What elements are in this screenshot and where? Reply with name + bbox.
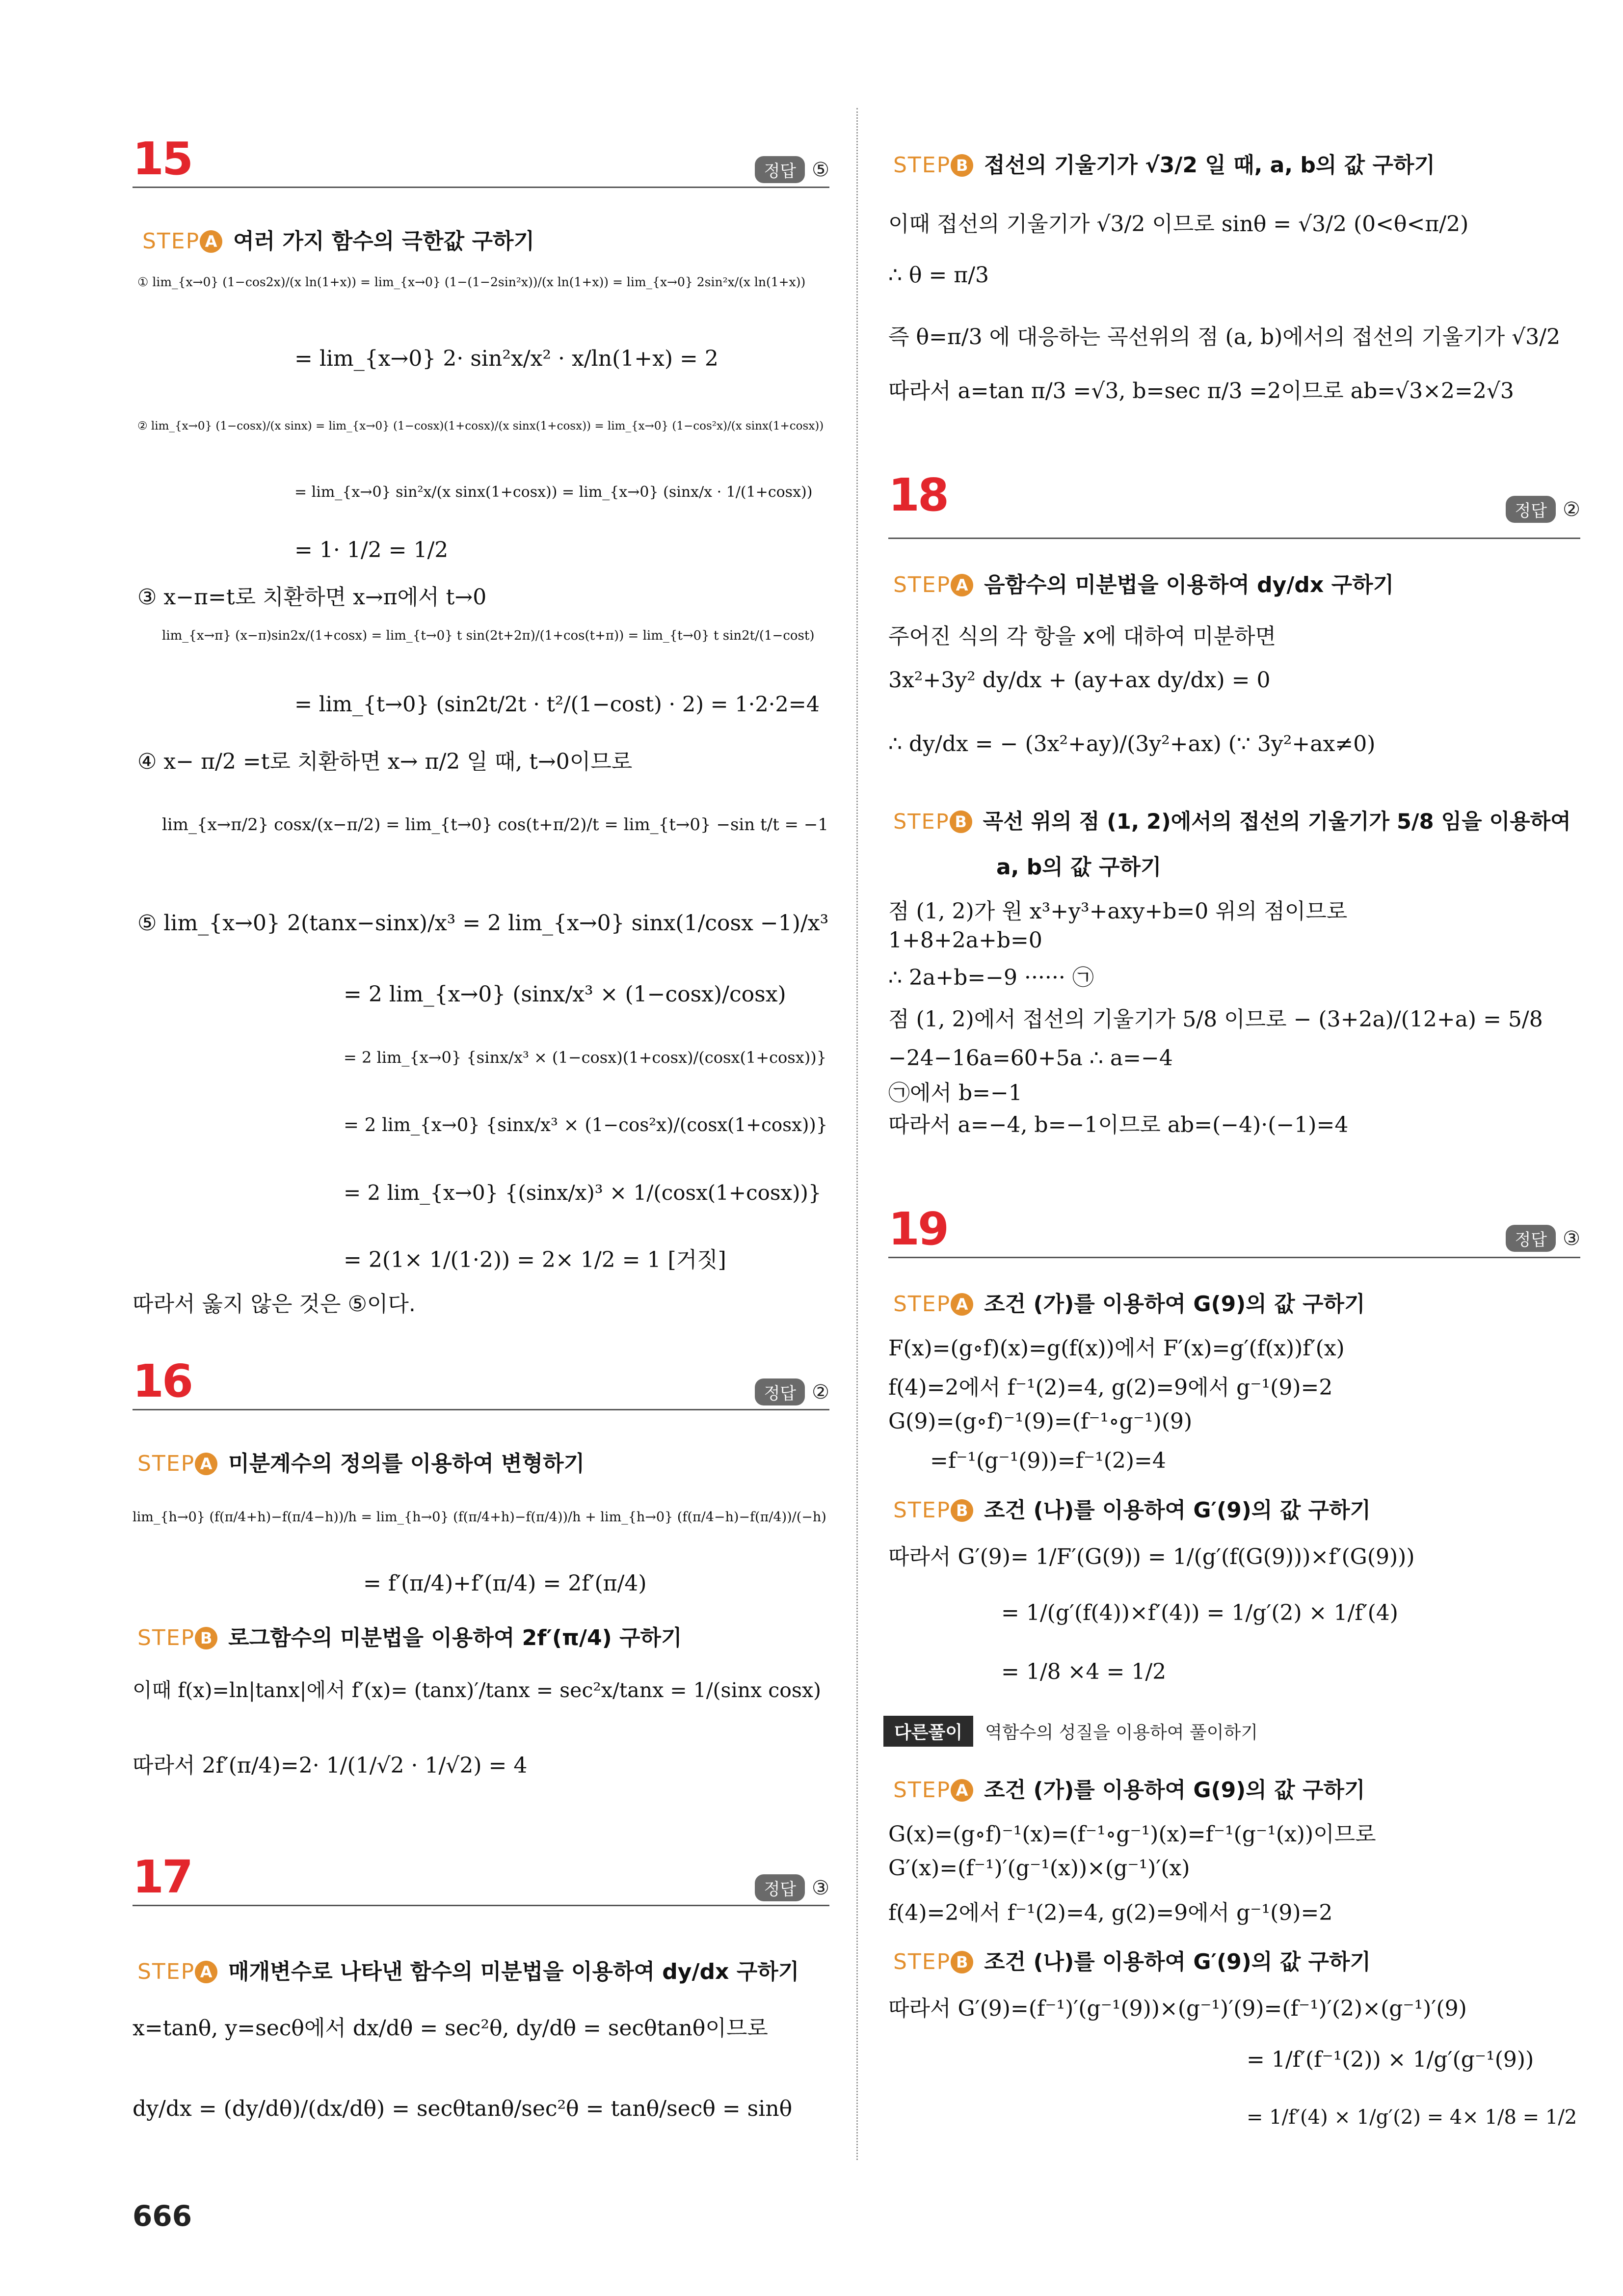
step-heading: STEP B 접선의 기울기가 √3/2 일 때, a, b의 값 구하기 bbox=[893, 153, 1436, 178]
column-divider bbox=[856, 108, 858, 2160]
math-line: ∴ θ = π/3 bbox=[888, 263, 989, 288]
problem-rule bbox=[133, 1905, 829, 1906]
math-line: = lim_{x→0} 2· sin²x/x² · x/ln(1+x) = 2 bbox=[294, 346, 718, 371]
step-heading: STEP A 매개변수로 나타낸 함수의 미분법을 이용하여 dy/dx 구하기 bbox=[137, 1959, 799, 1984]
math-line: f(4)=2에서 f⁻¹(2)=4, g(2)=9에서 g⁻¹(9)=2 bbox=[888, 1375, 1333, 1400]
math-line: = f′(π/4)+f′(π/4) = 2f′(π/4) bbox=[363, 1571, 647, 1596]
math-line: 점 (1, 2)에서 접선의 기울기가 5/8 이므로 − (3+2a)/(12+a) = 5/8 bbox=[888, 1007, 1543, 1032]
answer-box bbox=[1506, 496, 1580, 523]
math-line: = 1/f′(f⁻¹(2)) × 1/g′(g⁻¹(9)) bbox=[1247, 2047, 1534, 2072]
math-line: f(4)=2에서 f⁻¹(2)=4, g(2)=9에서 g⁻¹(9)=2 bbox=[888, 1900, 1333, 1925]
math-line: 따라서 a=tan π/3 =√3, b=sec π/3 =2이므로 ab=√3×2=2√3 bbox=[888, 378, 1514, 404]
answer-box bbox=[1506, 1225, 1580, 1252]
answer-value: ③ bbox=[1563, 1227, 1580, 1250]
math-line: = lim_{t→0} (sin2t/2t · t²/(1−cost) · 2) = 1·2·2=4 bbox=[294, 692, 820, 717]
math-line: = 2 lim_{x→0} {sinx/x³ × (1−cosx)(1+cosx)/(cosx(1+cosx))} bbox=[344, 1048, 827, 1067]
page-number: 666 bbox=[133, 2199, 192, 2233]
math-line: ∴ 2a+b=−9 ······ ㉠ bbox=[888, 965, 1094, 990]
problem-rule bbox=[888, 1257, 1580, 1258]
math-line: 따라서 2f′(π/4)=2· 1/(1/√2 · 1/√2) = 4 bbox=[133, 1753, 528, 1778]
math-line: lim_{h→0} (f(π/4+h)−f(π/4−h))/h = lim_{h→0} (f(π/4+h)−f(π/4))/h + lim_{h→0} (f(π/4−h)−f(π/4))/(−h) bbox=[133, 1510, 826, 1525]
step-heading: STEP A 미분계수의 정의를 이용하여 변형하기 bbox=[137, 1451, 585, 1476]
math-line: = 2 lim_{x→0} {(sinx/x)³ × 1/(cosx(1+cosx))} bbox=[344, 1181, 822, 1205]
step-heading: STEP B 조건 (나)를 이용하여 G′(9)의 값 구하기 bbox=[893, 1498, 1371, 1523]
math-line: ② lim_{x→0} (1−cosx)/(x sinx) = lim_{x→0} (1−cosx)(1+cosx)/(x sinx(1+cosx)) = lim_{x→0} (1−cos²x)/(x sinx(1+cosx)) bbox=[137, 420, 824, 432]
math-line: = 2 lim_{x→0} (sinx/x³ × (1−cosx)/cosx) bbox=[344, 982, 786, 1007]
answer-label: 정답 bbox=[755, 1874, 805, 1901]
answer-box bbox=[755, 1874, 829, 1901]
math-line: ∴ dy/dx = − (3x²+ay)/(3y²+ax) (∵ 3y²+ax≠0) bbox=[888, 731, 1376, 756]
math-line: F(x)=(g∘f)(x)=g(f(x))에서 F′(x)=g′(f(x))f′(x) bbox=[888, 1336, 1345, 1361]
conclusion-text: 따라서 옳지 않은 것은 ⑤이다. bbox=[133, 1292, 416, 1317]
problem-rule bbox=[888, 538, 1580, 539]
math-line: 이때 접선의 기울기가 √3/2 이므로 sinθ = √3/2 (0<θ<π/2) bbox=[888, 212, 1469, 237]
step-heading: STEP A 음함수의 미분법을 이용하여 dy/dx 구하기 bbox=[893, 572, 1394, 597]
math-line: 따라서 G′(9)= 1/F′(G(9)) = 1/(g′(f(G(9)))×f′(G(9))) bbox=[888, 1544, 1415, 1569]
problem-number: 17 bbox=[133, 1851, 192, 1903]
problem-number: 18 bbox=[888, 469, 948, 521]
math-line: ① lim_{x→0} (1−cos2x)/(x ln(1+x)) = lim_{x→0} (1−(1−2sin²x))/(x ln(1+x)) = lim_{x→0} 2sin²x/(x ln(1+x)) bbox=[137, 275, 806, 289]
math-line: lim_{x→π} (x−π)sin2x/(1+cosx) = lim_{t→0} t sin(2t+2π)/(1+cos(t+π)) = lim_{t→0} t sin2t/(1−cost) bbox=[162, 628, 815, 643]
answer-value: ③ bbox=[812, 1876, 829, 1899]
math-line: =f⁻¹(g⁻¹(9))=f⁻¹(2)=4 bbox=[930, 1448, 1166, 1473]
math-line: 즉 θ=π/3 에 대응하는 곡선위의 점 (a, b)에서의 접선의 기울기가 √3/2 bbox=[888, 324, 1561, 350]
problem-rule bbox=[133, 187, 829, 188]
step-heading: STEP A 조건 (가)를 이용하여 G(9)의 값 구하기 bbox=[893, 1292, 1365, 1317]
step-heading-continued: a, b의 값 구하기 bbox=[996, 855, 1162, 880]
alt-label: 다른풀이 bbox=[883, 1716, 973, 1747]
math-line: 1+8+2a+b=0 bbox=[888, 928, 1042, 953]
math-line: = 1/f′(4) × 1/g′(2) = 4× 1/8 = 1/2 bbox=[1247, 2106, 1577, 2129]
math-line: ⑤ lim_{x→0} 2(tanx−sinx)/x³ = 2 lim_{x→0} sinx(1/cosx −1)/x³ bbox=[137, 911, 829, 936]
problem-number: 15 bbox=[133, 133, 192, 185]
math-line: G(x)=(g∘f)⁻¹(x)=(f⁻¹∘g⁻¹)(x)=f⁻¹(g⁻¹(x))이므로 bbox=[888, 1822, 1376, 1847]
step-heading: STEP A 여러 가지 함수의 극한값 구하기 bbox=[142, 229, 534, 254]
math-line: ③ x−π=t로 치환하면 x→π에서 t→0 bbox=[137, 585, 487, 610]
math-line: = 2(1× 1/(1·2)) = 2× 1/2 = 1 [거짓] bbox=[344, 1247, 726, 1272]
math-line: ㉠에서 b=−1 bbox=[888, 1080, 1022, 1106]
answer-value: ⑤ bbox=[812, 158, 829, 181]
math-line: 점 (1, 2)가 원 x³+y³+axy+b=0 위의 점이므로 bbox=[888, 899, 1348, 924]
math-line: 따라서 G′(9)=(f⁻¹)′(g⁻¹(9))×(g⁻¹)′(9)=(f⁻¹)′(2)×(g⁻¹)′(9) bbox=[888, 1996, 1467, 2021]
math-line: 따라서 a=−4, b=−1이므로 ab=(−4)·(−1)=4 bbox=[888, 1112, 1349, 1137]
math-line: = 1/(g′(f(4))×f′(4)) = 1/g′(2) × 1/f′(4) bbox=[1001, 1600, 1398, 1625]
math-line: G(9)=(g∘f)⁻¹(9)=(f⁻¹∘g⁻¹)(9) bbox=[888, 1409, 1193, 1434]
answer-label: 정답 bbox=[1506, 1225, 1556, 1252]
math-line: = 2 lim_{x→0} {sinx/x³ × (1−cos²x)/(cosx(1+cosx))} bbox=[344, 1114, 828, 1135]
answer-value: ② bbox=[1563, 498, 1580, 521]
math-line: lim_{x→π/2} cosx/(x−π/2) = lim_{t→0} cos(t+π/2)/t = lim_{t→0} −sin t/t = −1 bbox=[162, 815, 828, 835]
answer-value: ② bbox=[812, 1380, 829, 1404]
alt-description: 역함수의 성질을 이용하여 풀이하기 bbox=[985, 1723, 1258, 1743]
math-line: 3x²+3y² dy/dx + (ay+ax dy/dx) = 0 bbox=[888, 668, 1271, 693]
step-heading: STEP B 로그함수의 미분법을 이용하여 2f′(π/4) 구하기 bbox=[137, 1625, 682, 1650]
answer-box bbox=[755, 1378, 829, 1405]
math-line: 이때 f(x)=ln|tanx|에서 f′(x)= (tanx)′/tanx = sec²x/tanx = 1/(sinx cosx) bbox=[133, 1678, 822, 1702]
answer-label: 정답 bbox=[1506, 496, 1556, 523]
answer-label: 정답 bbox=[755, 156, 805, 183]
problem-rule bbox=[133, 1409, 829, 1410]
step-heading: STEP A 조건 (가)를 이용하여 G(9)의 값 구하기 bbox=[893, 1778, 1365, 1803]
answer-label: 정답 bbox=[755, 1378, 805, 1405]
math-line: dy/dx = (dy/dθ)/(dx/dθ) = secθtanθ/sec²θ = tanθ/secθ = sinθ bbox=[133, 2096, 793, 2121]
math-line: = 1/8 ×4 = 1/2 bbox=[1001, 1659, 1167, 1684]
problem-number: 19 bbox=[888, 1203, 948, 1255]
math-line: ④ x− π/2 =t로 치환하면 x→ π/2 일 때, t→0이므로 bbox=[137, 749, 633, 774]
step-heading: STEP B 곡선 위의 점 (1, 2)에서의 접선의 기울기가 5/8 임을 이용하여 bbox=[893, 810, 1571, 834]
alternative-solution-header bbox=[883, 1716, 1258, 1747]
math-line: = 1· 1/2 = 1/2 bbox=[294, 538, 449, 563]
math-line: = lim_{x→0} sin²x/(x sinx(1+cosx)) = lim_{x→0} (sinx/x · 1/(1+cosx)) bbox=[294, 484, 813, 501]
math-line: x=tanθ, y=secθ에서 dx/dθ = sec²θ, dy/dθ = secθtanθ이므로 bbox=[133, 2016, 768, 2041]
step-heading: STEP B 조건 (나)를 이용하여 G′(9)의 값 구하기 bbox=[893, 1949, 1371, 1974]
math-line: −24−16a=60+5a ∴ a=−4 bbox=[888, 1046, 1173, 1071]
math-line: 주어진 식의 각 항을 x에 대하여 미분하면 bbox=[888, 624, 1277, 649]
problem-number: 16 bbox=[133, 1355, 192, 1407]
math-line: G′(x)=(f⁻¹)′(g⁻¹(x))×(g⁻¹)′(x) bbox=[888, 1856, 1190, 1881]
answer-box bbox=[755, 156, 829, 183]
